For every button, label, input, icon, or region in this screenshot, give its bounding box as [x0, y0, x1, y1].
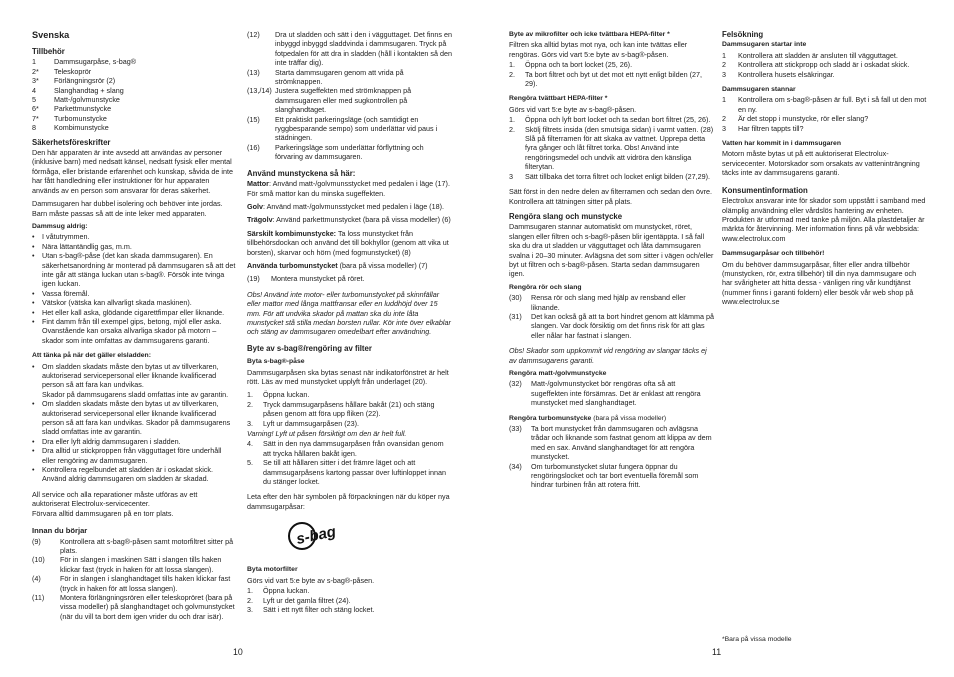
safety-paragraph: Den här apparaten är inte avsedd att användas av personer (inklusive barn) med nedsatt känsel, nedsatt fysisk eller mental förmåga, eller bristande erfarenhet och kunskap, såvida de inte har fått handledning eller instruktioner för hur apparaten används av en person som ansvarar för deras säkerhet. [32, 148, 233, 195]
section-heading-before-start: Innan du börjar [32, 526, 88, 536]
page-title: Svenska [32, 30, 70, 40]
subheading-motor-filter: Byta motorfilter [247, 566, 298, 574]
consumer-paragraph: Produkten är utformad med tanke på miljön. Alla plastdetaljer är märkta för återvinning. Mer information finns på vår webbsida: www.electrolux.com [722, 214, 925, 243]
list-item: (4) För in slangen i slanghandtaget tills haken klickar fast (tryck in haken för att lossa slangen). [32, 574, 231, 593]
column-3 [509, 30, 714, 490]
list-item: 3 Sätt tillbaka det torra filtret och locket enligt bilden (27,29). [509, 171, 710, 181]
stops-list [722, 95, 928, 133]
list-item: Använda turbomunstycket (bara på vissa modeller) (7) [247, 260, 428, 270]
bullet-icon: • [32, 298, 35, 308]
list-item: • Nära lättantändlig gas, m.m. [32, 241, 132, 251]
list-item: • Fint damm från till exempel gips, betong, mjöl eller aska. Ovanstående kan orsaka allvarliga skador på motorn – skador som inte omfattas av dammsugarens garanti. [32, 316, 222, 345]
list-item: (30) Rensa rör och slang med hjälp av rensband eller liknande. [509, 293, 686, 312]
list-item: 1 Kontrollera om s-bag®-påsen är full. Byt i så fall ut den mot en ny. [722, 95, 927, 114]
list-item: (12) Dra ut sladden och sätt i den i vägguttaget. Det finns en inbyggd inbyggd sladdvinda i dammsugaren. Tryck på fotpedalen för att dra in sladden (håll i kontakten så den inte träffar dig). [247, 30, 453, 68]
subheading-water: Vatten har kommit in i dammsugaren [722, 140, 841, 148]
list-item: • Vätskor (vätska kan allvarligt skada maskinen). [32, 298, 192, 308]
hepa-paragraph: Filtren ska alltid bytas mot nya, och kan inte tvättas eller rengöras. Görs vid vart 5:e byte av s-bag®-påsen. [509, 40, 688, 59]
sbag-paragraph: Dammsugarpåsen ska bytas senast när indikatorfönstret är helt rött. Läs av med munstycket upplyft från underlaget (20). [247, 367, 449, 386]
bullet-icon: • [32, 232, 35, 242]
steps-list [247, 30, 452, 162]
list-item: 1. Öppna luckan. [247, 586, 310, 596]
bags-paragraph: Om du behöver dammsugarpåsar, filter eller andra tillbehör (munstycken, rör, extra tillbehör) till din nya dammsugare och har svårigheter att hitta dessa - vänligen ring vår kundtjänst (nummer finns i garanti foldern) eller besök vår web shop på www.electrolux.se [722, 259, 917, 307]
never-vacuum-list [32, 232, 236, 345]
subheading-change-bag: Byta s-bag®-påse [247, 358, 305, 366]
list-item: (31) Det kan också gå att ta bort hindret genom att klämma på slangen. Var dock försiktig om det finns risk för att glas eller nålar har fastnat i slangen. [509, 311, 714, 340]
bullet-icon: • [32, 446, 35, 456]
note-paragraph: Obs! Skador som uppkommit vid rengöring av slangar täcks ej av dammsugarens garanti. [509, 346, 707, 365]
list-item: (15) Ett praktiskt parkeringsläge (och samtidigt en ryggbesparande sempo) som underlättar vid paus i städningen. [247, 114, 438, 143]
list-item: Golv: Använd matt-/golvmunsstycket med pedalen i läge (18). [247, 201, 444, 211]
list-item: 4 Slanghandtag + slang [32, 85, 124, 95]
bullet-icon: • [32, 251, 35, 261]
list-item: 3* Förlängningsrör (2) [32, 76, 116, 86]
bullet-icon [32, 390, 42, 399]
list-item: • Utan s-bag®-påse (det kan skada dammsugaren). En säkerhetsanordning är monterad på dammsugaren så att det inte går att stänga luckan utan s-bag®. Försök inte tvinga igen luckan. [32, 251, 236, 289]
section-heading-sbag: Byte av s-bag®/rengöring av filter [247, 343, 372, 353]
list-item: 2* Teleskoprör [32, 66, 92, 76]
section-heading-safety: Säkerhetsföreskrifter [32, 137, 111, 147]
subheading-floor-nozzle: Rengöra matt-/golvmunstycke [509, 370, 607, 377]
list-item: 3. Lyft ur dammsugarpåsen (23). [247, 418, 360, 428]
list-item: • Dra alltid ur stickproppen från vägguttaget före underhåll eller rengöring av dammsugaren. [32, 446, 222, 465]
subheading-hepa: Byte av mikrofilter och icke tvättbara HEPA-filter * [509, 31, 670, 38]
list-item: 3 Kontrollera husets elsäkringar. [722, 69, 835, 79]
list-item: • Om sladden skadats måste den bytas ut av tillverkaren, auktoriserad servicepersonal eller liknande kvalificerad person så att fara kan undvikas. Skador på dammsugarens sladd omfattas inte av garantin. [32, 399, 231, 437]
before-start-list [32, 537, 236, 622]
list-item: (33) Ta bort munstycket från dammsugaren och avlägsna trådar och liknande som fastnat genom att klippa av dem med en sax. Använd slanghandtaget för att rengöra munstycket. [509, 424, 712, 462]
washable-steps [509, 115, 714, 181]
list-item: 4. Sätt in den nya dammsugarpåsen från ovansidan genom att trycka hållaren bakåt igen. [247, 439, 444, 458]
section-heading-troubleshoot: Felsökning [722, 30, 764, 39]
list-item: 2. Skölj filtrets insida (den smutsiga sidan) i varmt vatten. (28) Slå på filterramen för att skaka av vattnet. Upprepa detta fyra gånger och låt filtret torka. Obs! Använd inte rengöringsmedel och undvik att vidröra den känsliga filterytan. [509, 124, 714, 172]
list-item: 5 Matt-/golvmunstycke [32, 95, 120, 105]
list-item: 3 Har filtren tappts till? [722, 123, 804, 133]
list-item: 8 Kombimunstycke [32, 123, 109, 133]
bullet-icon: • [32, 241, 35, 251]
washable-paragraph-2: Sätt först in den nedre delen av filterramen och sedan den övre. Kontrollera att tätningen sitter på plats. [509, 187, 712, 206]
list-item: (13) Starta dammsugaren genom att vrida på strömknappen. [247, 67, 404, 87]
section-heading-consumer: Konsumentinformation [722, 185, 808, 195]
motor-paragraph: Görs vid vart 5:e byte av s-bag®-påsen. [247, 575, 375, 585]
svg-text:s-bag: s-bag [294, 523, 338, 549]
list-item: • Om sladden skadats måste den bytas ut av tillverkaren, auktoriserad servicepersonal eller liknande kvalificerad person så att fara kan undvikas. [32, 361, 219, 390]
list-item: • Vassa föremål. [32, 288, 90, 298]
subheading-turbo: Rengöra turbomunstycke (bara på vissa modeller) [509, 414, 667, 422]
cord-list [32, 362, 236, 484]
wont-start-list [722, 51, 928, 79]
list-item: • Het eller kall aska, glödande cigarettfimpar eller liknande. [32, 307, 225, 317]
accessories-list [32, 57, 236, 132]
water-paragraph: Motorn måste bytas ut på ett auktoriserat Electrolux-servicecenter. Motorskador som orsakats av vatteninträngning täcks inte av dammsugarens garanti. [722, 149, 920, 178]
list-item: (16) Parkeringsläge som underlättar förflyttning och förvaring av dammsugaren. [247, 142, 424, 162]
list-item: Trägolv: Använd parkettmunstycket (bara på vissa modeller) (6) [247, 215, 451, 225]
storage-paragraph: Förvara alltid dammsugaren på en torr plats. [32, 508, 174, 518]
safety-paragraph: Dammsugaren har dubbel isolering och behöver inte jordas. Barn måste passas så att de inte leker med apparaten. [32, 199, 223, 218]
list-item: 2 Kontrollera att stickpropp och sladd är i oskadat skick. [722, 60, 910, 70]
list-item: (10) För in slangen i maskinen Sätt i slangen tills haken klickar fast (tryck in haken för att lossa slangen). [32, 555, 222, 574]
list-item: 1. Öppna och lyft bort locket och ta sedan bort filtret (25, 26). [509, 115, 711, 125]
list-item: Mattor: Använd matt-/golvmunsstycket med pedalen i läge (17). För små mattor kan du minska sugeffekten. [247, 179, 450, 198]
list-item: Skador på dammsugarens sladd omfattas inte av garantin. [32, 390, 236, 399]
list-item: (32) Matt-/golvmunstycket bör rengöras ofta så att sugeffekten inte försämras. Det är enklast att rengöra munstycket med slanghandtaget. [509, 379, 701, 408]
subheading-wont-start: Dammsugaren startar inte [722, 41, 807, 49]
subheading-bags: Dammsugarpåsar och tillbehör! [722, 250, 825, 258]
list-item: (11) Montera förlängningsrören eller teleskopröret (bara på vissa modeller) på slanghandtaget och golvmunstycket (när du vill ta bort dem igen vrider du och drar isär). [32, 592, 235, 621]
subheading-cord: Att tänka på när det gäller elsladden: [32, 352, 151, 360]
bullet-icon: • [32, 399, 35, 409]
washable-paragraph: Görs vid vart 5:e byte av s-bag®-påsen. [509, 104, 637, 114]
list-item: (19) Montera munstycket på röret. [247, 274, 365, 284]
sbag-steps-2 [247, 439, 452, 486]
bullet-icon: • [32, 316, 35, 326]
subheading-tube-hose: Rengöra rör och slang [509, 283, 582, 291]
page-number-right: 11 [712, 647, 722, 657]
list-item: 1 Kontrollera att sladden är ansluten till vägguttaget. [722, 50, 898, 60]
warning-text: Varning! Lyft ut påsen försiktigt om den är helt full. [247, 429, 407, 439]
list-item: 6* Parkettmunstycke [32, 104, 112, 114]
list-item: (13,/14) Justera sugeffekten med strömknappen på dammsugaren eller med sugkontrollen på slanghandtaget. [247, 86, 412, 115]
list-item: 1. Öppna luckan. [247, 390, 310, 400]
page-number-left: 10 [233, 647, 243, 657]
list-item: 1 Dammsugarpåse, s-bag® [32, 57, 136, 67]
symbol-paragraph: Leta efter den här symbolen på förpackningen när du köper nya dammsugarpåsar: [247, 492, 450, 511]
list-item: • Dra eller lyft aldrig dammsugaren i sladden. [32, 436, 181, 446]
bullet-icon: • [32, 436, 35, 446]
bullet-icon: • [32, 361, 35, 371]
section-heading-hose: Rengöra slang och munstycke [509, 211, 623, 221]
list-item: 1. Öppna och ta bort locket (25, 26). [509, 60, 633, 70]
list-item: 2. Tryck dammsugarpåsens hållare bakåt (21) och stäng påsen genom att föra upp fliken (22). [247, 399, 435, 419]
hepa-steps [509, 60, 714, 88]
list-item: (9) Kontrollera att s-bag®-påsen samt motorfiltret sitter på plats. [32, 536, 234, 555]
nozzle-usage-list [247, 179, 452, 270]
list-item: 2. Ta bort filtret och byt ut det mot ett nytt enligt bilden (27, 29). [509, 69, 702, 89]
bullet-icon: • [32, 307, 35, 317]
list-item: Särskilt kombimunstycke: Ta loss munstycket från tillbehörsdockan och använd det till bokhyllor (genom att vika ut borsten), skarvar och hörn (med fogmunstycket) (8) [247, 228, 449, 257]
list-item: 3. Sätt i ett nytt filter och stäng locket. [247, 604, 375, 614]
list-item: • Kontrollera regelbundet att sladden är i oskadat skick. Använd aldrig dammsugaren om sladden är skadad. [32, 465, 214, 484]
s-bag-logo [287, 521, 341, 551]
bullet-icon: • [32, 288, 35, 298]
list-item: 2 Är det stopp i munstycke, rör eller slang? [722, 114, 869, 124]
list-item: (34) Om turbomunstycket slutar fungera öppnar du rengöringslocket och tar bort eventuella föremål som hindrar turbinen från att rotera fritt. [509, 461, 699, 490]
list-item: 2. Lyft ur det gamla filtret (24). [247, 595, 351, 605]
column-2 [247, 30, 452, 614]
footnote: *Bara på vissa modelle [722, 636, 792, 643]
section-heading-nozzles: Använd munstyckena så här: [247, 168, 356, 178]
bullet-icon: • [32, 465, 35, 475]
subheading-stops: Dammsugaren stannar [722, 86, 796, 94]
section-heading-tillbehor: Tillbehör [32, 47, 65, 56]
list-item: 7* Turbomunstycke [32, 113, 107, 123]
service-paragraph: All service och alla reparationer måste utföras av ett auktoriserat Electrolux-servicecenter. [32, 489, 198, 509]
tube-hose-list [509, 293, 714, 340]
list-item: 5. Se till att hållaren sitter i det främre läget och att dammsugarpåsens kartong passar över luftinloppet innan du stänger locket. [247, 458, 446, 487]
list-item: • I våtutrymmen. [32, 232, 90, 242]
consumer-paragraph: Electrolux ansvarar inte för skador som uppstått i samband med olämplig användning eller vårdslös hantering av enheten. [722, 196, 926, 215]
sbag-steps [247, 390, 452, 428]
motor-steps [247, 586, 452, 614]
subheading-never-vacuum: Dammsug aldrig: [32, 222, 88, 230]
floor-nozzle-list [509, 379, 714, 407]
subheading-washable-hepa: Rengöra tvättbart HEPA-filter * [509, 95, 608, 103]
column-1 [32, 30, 236, 621]
hose-paragraph: Dammsugaren stannar automatiskt om munstycket, röret, slangen eller filtren och s-bag®-påsen blir igentäppta. I så fall ska du dra ut sladden ur vägguttaget och låta dammsugaren svalna i 20–30 minuter. Avlägsna det som sitter i vägen och/eller byt ut filtren och s-bag®-påsen. Starta sedan dammsugaren igen. [509, 222, 714, 279]
turbo-list [509, 424, 714, 490]
column-4 [722, 30, 928, 311]
note-paragraph: Obs! Använd inte motor- eller turbomunstycket på skinnfällar eller mattor med långa mattfransar eller en luddhöjd över 15 mm. För att undvika skador på mattan ska du inte låta munstycket stå stilla medan borsten rullar. Kör inte över elkablar och stäng av dammsugaren omedelbart efter användning. [247, 289, 451, 337]
